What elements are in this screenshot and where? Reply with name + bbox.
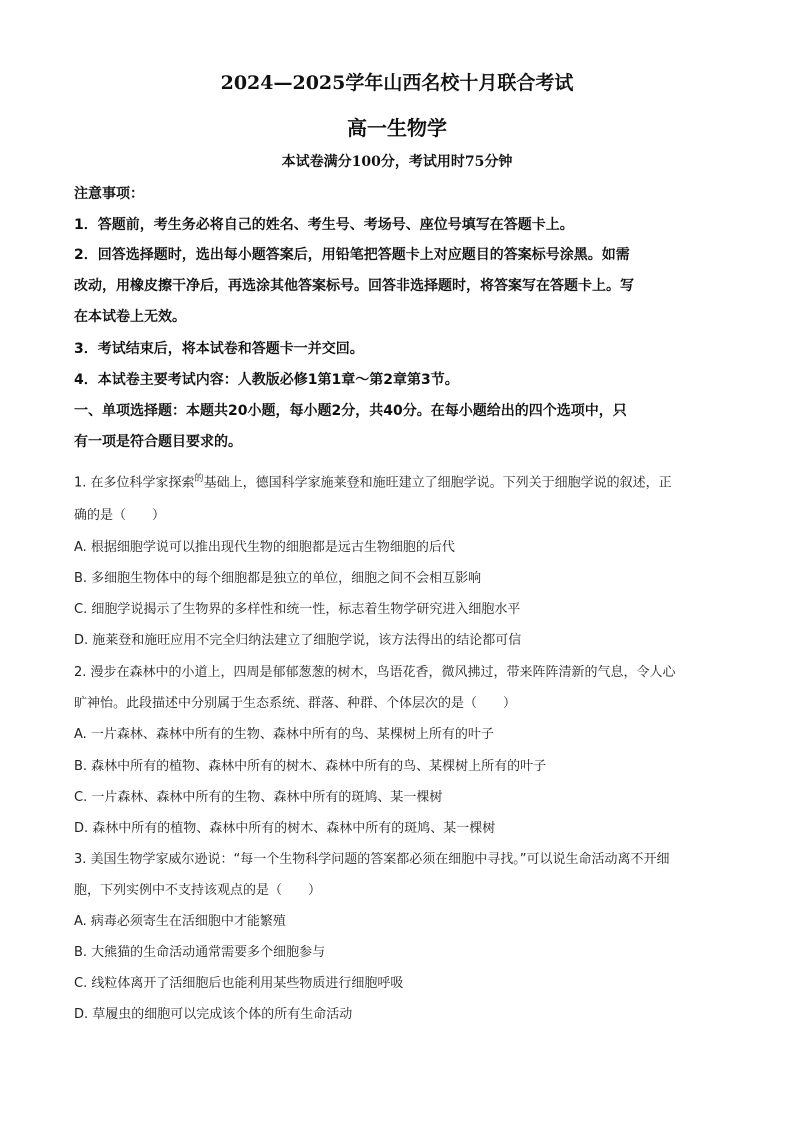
q1-option-b: B. 多细胞生物体中的每个细胞都是独立的单位，细胞之间不会相互影响	[74, 571, 482, 586]
notice-item: 4．本试卷主要考试内容：人教版必修1第1章～第2章第3节。	[74, 372, 459, 388]
section-heading-cont: 有一项是符合题目要求的。	[74, 434, 242, 450]
q3-option-c: C. 线粒体离开了活细胞后也能利用某些物质进行细胞呼吸	[74, 976, 404, 991]
notice-item: 3．考试结束后，将本试卷和答题卡一并交回。	[74, 341, 364, 357]
q2-option-c: C. 一片森林、森林中所有的生物、森林中所有的斑鸠、某一棵树	[74, 790, 443, 805]
q3-option-b: B. 大熊猫的生命活动通常需要多个细胞参与	[74, 945, 326, 960]
q2-option-b: B. 森林中所有的植物、森林中所有的树木、森林中所有的鸟、某棵树上所有的叶子	[74, 759, 547, 774]
question-1-stem-cont: 确的是（ ）	[74, 508, 166, 523]
question-3-stem: 3. 美国生物学家威尔逊说：“每一个生物科学问题的答案都必须在细胞中寻找。”可以说生命活动离不开细	[74, 852, 670, 867]
notice-item: 在本试卷上无效。	[74, 309, 186, 325]
q2-option-d: D. 森林中所有的植物、森林中所有的树木、森林中所有的斑鸠、某一棵树	[74, 821, 496, 836]
q1-option-a: A. 根据细胞学说可以推出现代生物的细胞都是远古生物细胞的后代	[74, 540, 455, 555]
score-time-note: 本试卷满分100分，考试用时75分钟	[281, 154, 513, 170]
q1-stem-part: 基础上，德国科学家施莱登和施旺建立了细胞学说。下列关于细胞学说的叙述，正	[203, 475, 672, 491]
section-heading: 一、单项选择题：本题共20小题，每小题2分，共40分。在每小题给出的四个选项中，只	[74, 403, 627, 419]
subject-title: 高一生物学	[347, 116, 447, 140]
notice-item: 1．答题前，考生务必将自己的姓名、考生号、考场号、座位号填写在答题卡上。	[74, 217, 574, 233]
q1-stem-part: 1. 在多位科学家探索	[74, 475, 195, 491]
question-1-stem	[74, 471, 722, 490]
exam-title: 2024—2025学年山西名校十月联合考试	[220, 72, 574, 94]
question-3-stem-cont: 胞，下列实例中不支持该观点的是（ ）	[74, 883, 322, 898]
q3-option-a: A. 病毒必须寄生在活细胞中才能繁殖	[74, 914, 286, 929]
q1-option-c: C. 细胞学说揭示了生物界的多样性和统一性，标志着生物学研究进入细胞水平	[74, 602, 521, 617]
q3-option-d: D. 草履虫的细胞可以完成该个体的所有生命活动	[74, 1007, 353, 1022]
q2-option-a: A. 一片森林、森林中所有的生物、森林中所有的鸟、某棵树上所有的叶子	[74, 727, 494, 742]
notice-item: 改动，用橡皮擦干净后，再选涂其他答案标号。回答非选择题时，将答案写在答题卡上。写	[74, 278, 634, 294]
notice-item: 2．回答选择题时，选出每小题答案后，用铅笔把答题卡上对应题目的答案标号涂黑。如需	[74, 247, 630, 263]
question-2-stem-cont: 旷神怡。此段描述中分别属于生态系统、群落、种群、个体层次的是（ ）	[74, 696, 517, 711]
q1-stem-superscript: 的	[194, 474, 204, 484]
notice-heading: 注意事项：	[74, 186, 144, 202]
question-2-stem: 2. 漫步在森林中的小道上，四周是郁郁葱葱的树木，鸟语花香，微风拂过，带来阵阵清新的气息，令人心	[74, 665, 676, 680]
q1-option-d: D. 施莱登和施旺应用不完全归纳法建立了细胞学说，该方法得出的结论都可信	[74, 633, 522, 648]
